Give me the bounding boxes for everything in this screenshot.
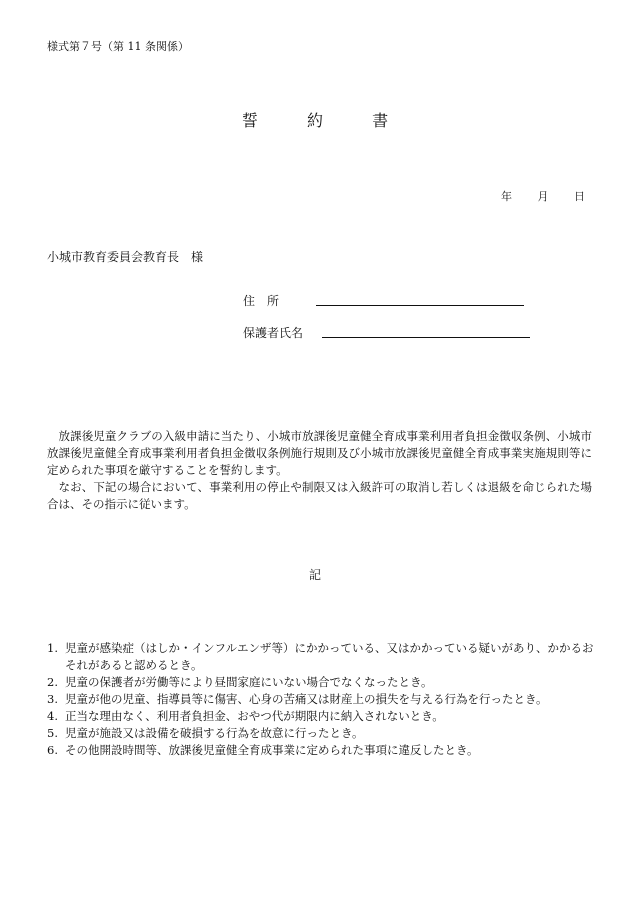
form-number: 様式第７号（第 11 条関係） bbox=[47, 40, 189, 53]
item-number: 4. bbox=[47, 709, 58, 723]
item-number: 6. bbox=[47, 743, 58, 757]
item-text: 正当な理由なく、利用者負担金、おやつ代が期限内に納入されないとき。 bbox=[65, 709, 444, 723]
list-item bbox=[47, 725, 597, 742]
item-text: 児童が他の児童、指導員等に傷害、心身の苦痛又は財産上の損失を与える行為を行ったとき。 bbox=[65, 692, 548, 706]
ki-heading: 記 bbox=[308, 568, 321, 582]
guardian-name-label: 保護者氏名 bbox=[243, 326, 304, 340]
date-day: 日 bbox=[574, 190, 585, 203]
pledge-paragraph-2: なお、下記の場合において、事業利用の停止や制限又は入級許可の取消し若しくは退級を命じられた場合は、その指示に従います。 bbox=[47, 480, 592, 511]
address-label: 住 所 bbox=[243, 294, 280, 308]
title-char-2: 約 bbox=[306, 111, 323, 130]
list-item bbox=[47, 674, 597, 691]
conditions-list bbox=[47, 640, 597, 759]
date-month: 月 bbox=[537, 190, 549, 203]
title-char-1: 誓 bbox=[241, 111, 258, 130]
list-item bbox=[47, 640, 597, 674]
title-char-3: 書 bbox=[372, 111, 389, 130]
list-item bbox=[47, 691, 597, 708]
item-text: 児童が感染症（はしか・インフルエンザ等）にかかっている、又はかかっている疑いがあり、かかるおそれがあると認めるとき。 bbox=[65, 641, 594, 672]
item-text: その他開設時間等、放課後児童健全育成事業に定められた事項に違反したとき。 bbox=[65, 743, 479, 757]
list-item bbox=[47, 742, 597, 759]
item-number: 5. bbox=[47, 726, 58, 740]
item-text: 児童が施設又は設備を破損する行為を故意に行ったとき。 bbox=[65, 726, 364, 740]
date-year: 年 bbox=[501, 190, 512, 203]
item-number: 1. bbox=[47, 641, 58, 655]
guardian-name-field-line[interactable] bbox=[322, 337, 530, 338]
address-field-line[interactable] bbox=[316, 305, 524, 306]
item-number: 3. bbox=[47, 692, 58, 706]
document-title bbox=[0, 108, 630, 131]
list-item bbox=[47, 708, 597, 725]
pledge-body bbox=[47, 428, 592, 513]
date-line bbox=[479, 188, 585, 204]
item-text: 児童の保護者が労働等により昼間家庭にいない場合でなくなったとき。 bbox=[65, 675, 433, 689]
addressee: 小城市教育委員会教育長 様 bbox=[47, 250, 204, 264]
item-number: 2. bbox=[47, 675, 58, 689]
pledge-paragraph-1: 放課後児童クラブの入級申請に当たり、小城市放課後児童健全育成事業利用者負担金徴収条例、小城市放課後児童健全育成事業利用者負担金徴収条例施行規則及び小城市放課後児童健全育成事業実施規則等に定められた事項を厳守することを誓約します。 bbox=[47, 429, 592, 477]
